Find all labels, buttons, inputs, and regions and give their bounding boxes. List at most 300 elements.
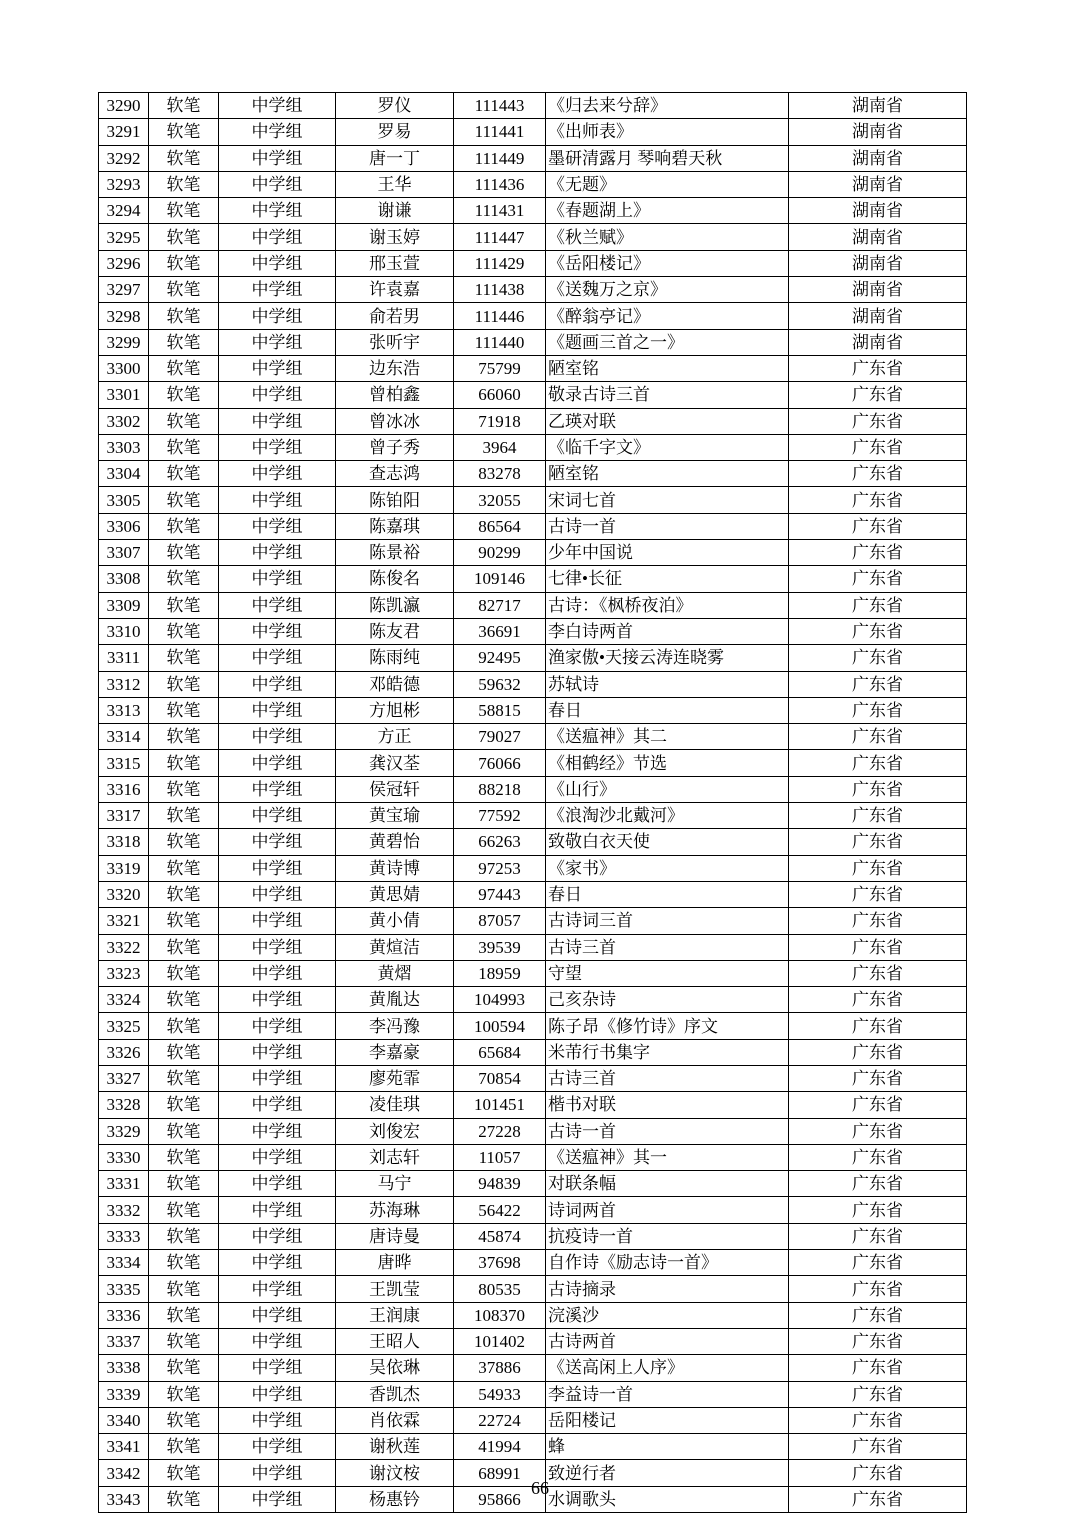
- cell-entry-code: 75799: [454, 355, 546, 381]
- cell-work-title: 蜂: [546, 1434, 789, 1460]
- cell-seq: 3299: [99, 329, 149, 355]
- table-row: [99, 461, 967, 487]
- cell-seq: 3310: [99, 618, 149, 644]
- cell-entry-code: 68991: [454, 1460, 546, 1486]
- cell-seq: 3302: [99, 408, 149, 434]
- cell-region: 广东省: [789, 697, 967, 723]
- cell-participant-name: 王华: [336, 171, 454, 197]
- cell-group: 中学组: [219, 1276, 336, 1302]
- cell-region: 广东省: [789, 1144, 967, 1170]
- cell-participant-name: 许袁嘉: [336, 277, 454, 303]
- cell-group: 中学组: [219, 145, 336, 171]
- cell-group: 中学组: [219, 645, 336, 671]
- cell-region: 湖南省: [789, 277, 967, 303]
- cell-seq: 3308: [99, 566, 149, 592]
- cell-group: 中学组: [219, 1013, 336, 1039]
- cell-group: 中学组: [219, 461, 336, 487]
- cell-participant-name: 吴依琳: [336, 1355, 454, 1381]
- cell-group: 中学组: [219, 829, 336, 855]
- cell-pen-type: 软笔: [149, 198, 219, 224]
- table-row: [99, 513, 967, 539]
- cell-group: 中学组: [219, 1381, 336, 1407]
- cell-group: 中学组: [219, 513, 336, 539]
- cell-region: 广东省: [789, 671, 967, 697]
- cell-group: 中学组: [219, 1118, 336, 1144]
- cell-work-title: 《浪淘沙北戴河》: [546, 803, 789, 829]
- cell-participant-name: 杨惠钤: [336, 1486, 454, 1512]
- cell-seq: 3290: [99, 93, 149, 119]
- cell-region: 广东省: [789, 592, 967, 618]
- table-row: [99, 592, 967, 618]
- cell-participant-name: 谢汶桉: [336, 1460, 454, 1486]
- cell-group: 中学组: [219, 1065, 336, 1091]
- cell-region: 湖南省: [789, 171, 967, 197]
- cell-pen-type: 软笔: [149, 303, 219, 329]
- cell-entry-code: 41994: [454, 1434, 546, 1460]
- table-row: [99, 329, 967, 355]
- table-row: [99, 671, 967, 697]
- cell-entry-code: 83278: [454, 461, 546, 487]
- cell-entry-code: 94839: [454, 1171, 546, 1197]
- cell-work-title: 自作诗《励志诗一首》: [546, 1250, 789, 1276]
- table-row: [99, 881, 967, 907]
- cell-region: 广东省: [789, 1328, 967, 1354]
- cell-seq: 3329: [99, 1118, 149, 1144]
- cell-entry-code: 88218: [454, 776, 546, 802]
- cell-region: 广东省: [789, 776, 967, 802]
- table-row: [99, 1407, 967, 1433]
- cell-region: 广东省: [789, 1486, 967, 1512]
- cell-seq: 3295: [99, 224, 149, 250]
- cell-group: 中学组: [219, 224, 336, 250]
- cell-region: 广东省: [789, 1407, 967, 1433]
- table-row: [99, 855, 967, 881]
- cell-group: 中学组: [219, 566, 336, 592]
- cell-participant-name: 陈凯瀛: [336, 592, 454, 618]
- cell-entry-code: 58815: [454, 697, 546, 723]
- cell-region: 湖南省: [789, 198, 967, 224]
- cell-region: 广东省: [789, 382, 967, 408]
- cell-group: 中学组: [219, 540, 336, 566]
- cell-participant-name: 曾柏鑫: [336, 382, 454, 408]
- cell-seq: 3332: [99, 1197, 149, 1223]
- cell-work-title: 浣溪沙: [546, 1302, 789, 1328]
- cell-participant-name: 陈景裕: [336, 540, 454, 566]
- cell-seq: 3340: [99, 1407, 149, 1433]
- cell-entry-code: 66263: [454, 829, 546, 855]
- cell-region: 广东省: [789, 1197, 967, 1223]
- cell-group: 中学组: [219, 855, 336, 881]
- cell-work-title: 《送魏万之京》: [546, 277, 789, 303]
- cell-pen-type: 软笔: [149, 566, 219, 592]
- table-row: [99, 1013, 967, 1039]
- cell-region: 广东省: [789, 1460, 967, 1486]
- table-row: [99, 803, 967, 829]
- table-row: [99, 566, 967, 592]
- cell-seq: 3306: [99, 513, 149, 539]
- cell-group: 中学组: [219, 382, 336, 408]
- cell-group: 中学组: [219, 697, 336, 723]
- cell-entry-code: 101451: [454, 1092, 546, 1118]
- cell-group: 中学组: [219, 803, 336, 829]
- cell-participant-name: 王昭人: [336, 1328, 454, 1354]
- cell-entry-code: 71918: [454, 408, 546, 434]
- cell-work-title: 李白诗两首: [546, 618, 789, 644]
- cell-entry-code: 101402: [454, 1328, 546, 1354]
- cell-region: 湖南省: [789, 145, 967, 171]
- cell-region: 广东省: [789, 1276, 967, 1302]
- cell-participant-name: 王凯莹: [336, 1276, 454, 1302]
- cell-group: 中学组: [219, 1434, 336, 1460]
- table-row: [99, 171, 967, 197]
- cell-pen-type: 软笔: [149, 1223, 219, 1249]
- cell-entry-code: 80535: [454, 1276, 546, 1302]
- cell-entry-code: 90299: [454, 540, 546, 566]
- cell-pen-type: 软笔: [149, 434, 219, 460]
- cell-work-title: 李益诗一首: [546, 1381, 789, 1407]
- cell-pen-type: 软笔: [149, 960, 219, 986]
- cell-entry-code: 87057: [454, 908, 546, 934]
- cell-participant-name: 马宁: [336, 1171, 454, 1197]
- cell-region: 广东省: [789, 1039, 967, 1065]
- cell-participant-name: 查志鸿: [336, 461, 454, 487]
- cell-pen-type: 软笔: [149, 1118, 219, 1144]
- cell-entry-code: 22724: [454, 1407, 546, 1433]
- cell-pen-type: 软笔: [149, 329, 219, 355]
- cell-entry-code: 70854: [454, 1065, 546, 1091]
- cell-group: 中学组: [219, 908, 336, 934]
- cell-entry-code: 36691: [454, 618, 546, 644]
- cell-region: 广东省: [789, 1381, 967, 1407]
- cell-seq: 3298: [99, 303, 149, 329]
- cell-group: 中学组: [219, 671, 336, 697]
- cell-pen-type: 软笔: [149, 697, 219, 723]
- cell-region: 广东省: [789, 1355, 967, 1381]
- cell-entry-code: 111440: [454, 329, 546, 355]
- cell-entry-code: 111449: [454, 145, 546, 171]
- cell-seq: 3339: [99, 1381, 149, 1407]
- cell-participant-name: 唐一丁: [336, 145, 454, 171]
- cell-region: 广东省: [789, 934, 967, 960]
- cell-entry-code: 111443: [454, 93, 546, 119]
- cell-seq: 3313: [99, 697, 149, 723]
- cell-group: 中学组: [219, 277, 336, 303]
- cell-seq: 3327: [99, 1065, 149, 1091]
- cell-entry-code: 111447: [454, 224, 546, 250]
- cell-group: 中学组: [219, 1407, 336, 1433]
- table-row: [99, 355, 967, 381]
- cell-seq: 3300: [99, 355, 149, 381]
- table-row: [99, 1302, 967, 1328]
- cell-participant-name: 黄宝瑜: [336, 803, 454, 829]
- cell-group: 中学组: [219, 881, 336, 907]
- cell-region: 广东省: [789, 355, 967, 381]
- cell-group: 中学组: [219, 434, 336, 460]
- cell-pen-type: 软笔: [149, 750, 219, 776]
- table-row: [99, 487, 967, 513]
- cell-group: 中学组: [219, 408, 336, 434]
- cell-group: 中学组: [219, 487, 336, 513]
- cell-region: 广东省: [789, 987, 967, 1013]
- cell-participant-name: 凌佳琪: [336, 1092, 454, 1118]
- cell-group: 中学组: [219, 250, 336, 276]
- cell-work-title: 古诗一首: [546, 1118, 789, 1144]
- cell-group: 中学组: [219, 1355, 336, 1381]
- cell-work-title: 守望: [546, 960, 789, 986]
- cell-group: 中学组: [219, 171, 336, 197]
- cell-work-title: 《相鹤经》节选: [546, 750, 789, 776]
- cell-pen-type: 软笔: [149, 145, 219, 171]
- cell-participant-name: 谢秋莲: [336, 1434, 454, 1460]
- cell-work-title: 宋词七首: [546, 487, 789, 513]
- cell-work-title: 乙瑛对联: [546, 408, 789, 434]
- cell-region: 广东省: [789, 513, 967, 539]
- cell-seq: 3321: [99, 908, 149, 934]
- cell-pen-type: 软笔: [149, 855, 219, 881]
- cell-work-title: 己亥杂诗: [546, 987, 789, 1013]
- cell-seq: 3291: [99, 119, 149, 145]
- cell-seq: 3311: [99, 645, 149, 671]
- cell-region: 广东省: [789, 1092, 967, 1118]
- cell-work-title: 墨研清露月 琴响碧天秋: [546, 145, 789, 171]
- cell-work-title: 渔家傲•天接云涛连晓雾: [546, 645, 789, 671]
- cell-entry-code: 3964: [454, 434, 546, 460]
- cell-entry-code: 39539: [454, 934, 546, 960]
- cell-group: 中学组: [219, 1092, 336, 1118]
- cell-pen-type: 软笔: [149, 1197, 219, 1223]
- cell-participant-name: 黄思婧: [336, 881, 454, 907]
- cell-seq: 3331: [99, 1171, 149, 1197]
- cell-participant-name: 黄熠: [336, 960, 454, 986]
- cell-work-title: 水调歌头: [546, 1486, 789, 1512]
- cell-pen-type: 软笔: [149, 1381, 219, 1407]
- cell-work-title: 陋室铭: [546, 461, 789, 487]
- cell-entry-code: 111429: [454, 250, 546, 276]
- cell-entry-code: 108370: [454, 1302, 546, 1328]
- cell-pen-type: 软笔: [149, 1460, 219, 1486]
- cell-region: 湖南省: [789, 250, 967, 276]
- cell-group: 中学组: [219, 119, 336, 145]
- table-row: [99, 1118, 967, 1144]
- cell-pen-type: 软笔: [149, 1013, 219, 1039]
- cell-region: 广东省: [789, 566, 967, 592]
- table-row: [99, 908, 967, 934]
- table-row: [99, 750, 967, 776]
- cell-pen-type: 软笔: [149, 1328, 219, 1354]
- cell-entry-code: 37698: [454, 1250, 546, 1276]
- cell-pen-type: 软笔: [149, 1039, 219, 1065]
- cell-region: 广东省: [789, 1065, 967, 1091]
- cell-participant-name: 罗易: [336, 119, 454, 145]
- cell-participant-name: 李冯豫: [336, 1013, 454, 1039]
- cell-seq: 3319: [99, 855, 149, 881]
- cell-entry-code: 100594: [454, 1013, 546, 1039]
- cell-work-title: 古诗两首: [546, 1328, 789, 1354]
- table-row: [99, 382, 967, 408]
- cell-participant-name: 黄小倩: [336, 908, 454, 934]
- cell-entry-code: 66060: [454, 382, 546, 408]
- cell-pen-type: 软笔: [149, 382, 219, 408]
- cell-pen-type: 软笔: [149, 934, 219, 960]
- cell-work-title: 《岳阳楼记》: [546, 250, 789, 276]
- cell-pen-type: 软笔: [149, 1407, 219, 1433]
- table-row: [99, 250, 967, 276]
- cell-work-title: 春日: [546, 697, 789, 723]
- cell-seq: 3297: [99, 277, 149, 303]
- table-row: [99, 1171, 967, 1197]
- cell-participant-name: 黄碧怡: [336, 829, 454, 855]
- cell-participant-name: 李嘉豪: [336, 1039, 454, 1065]
- cell-pen-type: 软笔: [149, 829, 219, 855]
- table-row: [99, 93, 967, 119]
- cell-entry-code: 111441: [454, 119, 546, 145]
- cell-entry-code: 104993: [454, 987, 546, 1013]
- cell-work-title: 《送瘟神》其一: [546, 1144, 789, 1170]
- cell-region: 广东省: [789, 724, 967, 750]
- cell-group: 中学组: [219, 776, 336, 802]
- cell-pen-type: 软笔: [149, 908, 219, 934]
- cell-region: 湖南省: [789, 119, 967, 145]
- cell-participant-name: 谢玉婷: [336, 224, 454, 250]
- cell-pen-type: 软笔: [149, 645, 219, 671]
- table-row: [99, 1065, 967, 1091]
- cell-entry-code: 79027: [454, 724, 546, 750]
- table-row: [99, 987, 967, 1013]
- table-row: [99, 645, 967, 671]
- cell-entry-code: 111446: [454, 303, 546, 329]
- cell-work-title: 楷书对联: [546, 1092, 789, 1118]
- cell-pen-type: 软笔: [149, 1092, 219, 1118]
- cell-region: 广东省: [789, 881, 967, 907]
- cell-group: 中学组: [219, 934, 336, 960]
- cell-work-title: 《春题湖上》: [546, 198, 789, 224]
- cell-work-title: 《出师表》: [546, 119, 789, 145]
- table-row: [99, 277, 967, 303]
- cell-work-title: 古诗一首: [546, 513, 789, 539]
- cell-participant-name: 唐晔: [336, 1250, 454, 1276]
- cell-participant-name: 俞若男: [336, 303, 454, 329]
- cell-work-title: 古诗词三首: [546, 908, 789, 934]
- cell-pen-type: 软笔: [149, 119, 219, 145]
- cell-seq: 3343: [99, 1486, 149, 1512]
- cell-entry-code: 56422: [454, 1197, 546, 1223]
- cell-group: 中学组: [219, 1039, 336, 1065]
- cell-work-title: 古诗三首: [546, 934, 789, 960]
- cell-region: 广东省: [789, 645, 967, 671]
- cell-group: 中学组: [219, 1171, 336, 1197]
- cell-work-title: 古诗摘录: [546, 1276, 789, 1302]
- cell-group: 中学组: [219, 1328, 336, 1354]
- cell-participant-name: 方旭彬: [336, 697, 454, 723]
- table-row: [99, 434, 967, 460]
- cell-pen-type: 软笔: [149, 513, 219, 539]
- cell-pen-type: 软笔: [149, 540, 219, 566]
- cell-region: 广东省: [789, 750, 967, 776]
- cell-participant-name: 邢玉萱: [336, 250, 454, 276]
- cell-entry-code: 18959: [454, 960, 546, 986]
- table-row: [99, 119, 967, 145]
- cell-participant-name: 廖苑霏: [336, 1065, 454, 1091]
- cell-participant-name: 黄煊洁: [336, 934, 454, 960]
- cell-participant-name: 黄诗博: [336, 855, 454, 881]
- cell-participant-name: 张听宇: [336, 329, 454, 355]
- cell-seq: 3325: [99, 1013, 149, 1039]
- cell-pen-type: 软笔: [149, 171, 219, 197]
- roster-table-body: [99, 93, 967, 1513]
- cell-seq: 3328: [99, 1092, 149, 1118]
- cell-pen-type: 软笔: [149, 803, 219, 829]
- cell-group: 中学组: [219, 1223, 336, 1249]
- cell-pen-type: 软笔: [149, 355, 219, 381]
- cell-participant-name: 刘志轩: [336, 1144, 454, 1170]
- cell-entry-code: 111436: [454, 171, 546, 197]
- table-row: [99, 303, 967, 329]
- cell-participant-name: 曾子秀: [336, 434, 454, 460]
- cell-seq: 3314: [99, 724, 149, 750]
- cell-work-title: 《题画三首之一》: [546, 329, 789, 355]
- cell-seq: 3333: [99, 1223, 149, 1249]
- cell-group: 中学组: [219, 1144, 336, 1170]
- cell-participant-name: 刘俊宏: [336, 1118, 454, 1144]
- cell-participant-name: 香凯杰: [336, 1381, 454, 1407]
- table-row: [99, 776, 967, 802]
- cell-pen-type: 软笔: [149, 1355, 219, 1381]
- cell-participant-name: 陈友君: [336, 618, 454, 644]
- cell-region: 广东省: [789, 1118, 967, 1144]
- cell-seq: 3335: [99, 1276, 149, 1302]
- cell-pen-type: 软笔: [149, 1434, 219, 1460]
- cell-region: 广东省: [789, 540, 967, 566]
- table-row: [99, 1276, 967, 1302]
- table-row: [99, 724, 967, 750]
- cell-seq: 3318: [99, 829, 149, 855]
- cell-participant-name: 陈嘉琪: [336, 513, 454, 539]
- cell-seq: 3304: [99, 461, 149, 487]
- cell-work-title: 抗疫诗一首: [546, 1223, 789, 1249]
- cell-region: 广东省: [789, 1250, 967, 1276]
- cell-group: 中学组: [219, 750, 336, 776]
- cell-entry-code: 37886: [454, 1355, 546, 1381]
- cell-group: 中学组: [219, 1250, 336, 1276]
- cell-participant-name: 王润康: [336, 1302, 454, 1328]
- cell-group: 中学组: [219, 93, 336, 119]
- cell-seq: 3342: [99, 1460, 149, 1486]
- cell-region: 广东省: [789, 1171, 967, 1197]
- cell-participant-name: 边东浩: [336, 355, 454, 381]
- cell-pen-type: 软笔: [149, 1250, 219, 1276]
- cell-seq: 3293: [99, 171, 149, 197]
- cell-seq: 3305: [99, 487, 149, 513]
- table-row: [99, 697, 967, 723]
- cell-seq: 3315: [99, 750, 149, 776]
- cell-participant-name: 方正: [336, 724, 454, 750]
- table-row: [99, 1328, 967, 1354]
- cell-seq: 3324: [99, 987, 149, 1013]
- cell-group: 中学组: [219, 198, 336, 224]
- cell-participant-name: 陈俊名: [336, 566, 454, 592]
- cell-seq: 3330: [99, 1144, 149, 1170]
- cell-seq: 3320: [99, 881, 149, 907]
- cell-group: 中学组: [219, 960, 336, 986]
- roster-table: [98, 92, 967, 1513]
- cell-work-title: 《归去来兮辞》: [546, 93, 789, 119]
- table-row: [99, 618, 967, 644]
- cell-work-title: 七律•长征: [546, 566, 789, 592]
- cell-pen-type: 软笔: [149, 618, 219, 644]
- cell-work-title: 岳阳楼记: [546, 1407, 789, 1433]
- cell-seq: 3336: [99, 1302, 149, 1328]
- cell-region: 湖南省: [789, 224, 967, 250]
